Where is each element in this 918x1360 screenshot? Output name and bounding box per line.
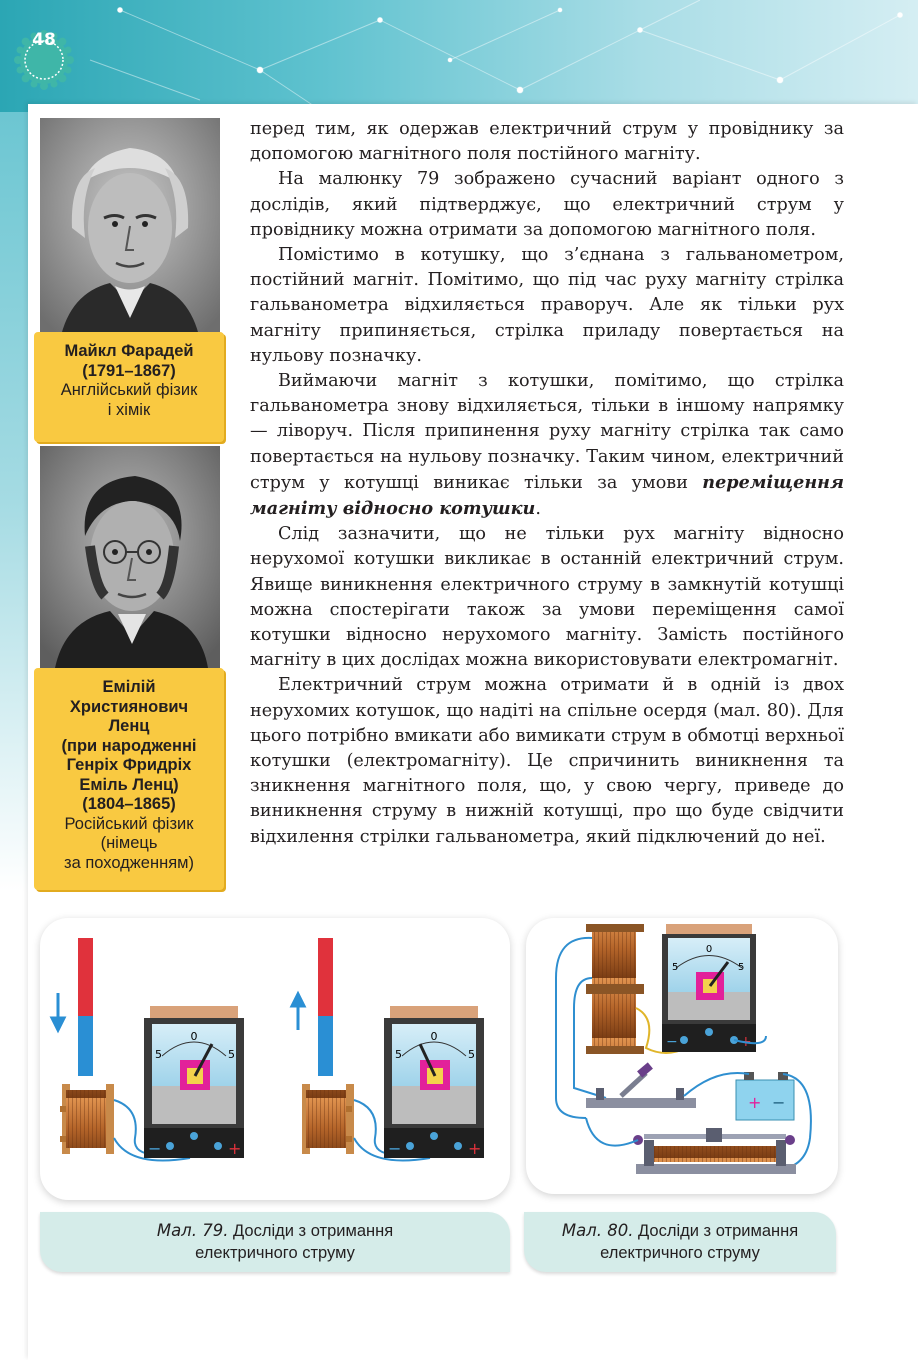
lenz-desc-1: Російський фізик (64, 814, 194, 833)
figure-80-caption-line1: Досліди з отримання (638, 1222, 799, 1240)
figure-79-caption-line2: електричного струму (195, 1244, 355, 1262)
figure-80-illustration (526, 918, 838, 1194)
paragraph: перед тим, як одержав електричний струм у провіднику за допомогою магнітного поля постійного магніту. (250, 119, 844, 165)
lenz-portrait (40, 446, 220, 668)
faraday-years: (1791–1867) (82, 361, 176, 380)
figure-80-caption-line2: електричного струму (600, 1244, 760, 1262)
gauge-left-5: 5 (395, 1048, 402, 1061)
setup-right (292, 938, 484, 1161)
paragraph: Помістимо в котушку, що з’єднана з гальванометром, постійний магніт. Помітимо, що під час руху магніту стрілка гальванометра відхиляється праворуч. Але як тільки рух магніту припиняється, стрілка приладу повертається на нульову позначку. (250, 245, 844, 366)
figure-79-illustration (40, 918, 510, 1200)
gauge-right-5: 5 (468, 1048, 475, 1061)
gauge-right-5: 5 (738, 962, 745, 973)
header-band (0, 0, 918, 112)
faraday-desc-2: і хімік (107, 400, 151, 419)
gauge-zero-right: 0 (430, 1030, 438, 1043)
figure-79-label: Мал. 79. (156, 1221, 229, 1240)
figure-80-caption (524, 1212, 836, 1272)
battery-minus: − (772, 1093, 786, 1112)
faraday-caption (34, 332, 224, 442)
gauge-plus: + (468, 1139, 482, 1158)
gauge-zero-left: 0 (190, 1030, 198, 1043)
lenz-years: (1804–1865) (82, 795, 176, 813)
figure-79-caption (40, 1212, 510, 1272)
figure-79-caption-line1: Досліди з отримання (233, 1222, 394, 1240)
faraday-name: Майкл Фарадей (64, 342, 194, 360)
setup-left (52, 938, 244, 1161)
battery-plus: + (748, 1093, 762, 1112)
paragraph: Електричний струм можна отримати й в одній із двох нерухомих котушок, що надіті на спільне осердя (мал. 80). Для цього потрібно вмикати або вимикати струм в обмотці верхньої котушки (електромагніту). Це спричинить виникнення та зникнення магнітного поля, що, у свою чергу, приведе до виникнення струму в нижній котушці, про що буде свідчити відхилення стрілки гальванометра, який підключений до неї. (250, 675, 844, 847)
figure-79-card (40, 918, 510, 1200)
lenz-name-5: Генріх Фридріх (66, 756, 192, 774)
paragraph-with-emphasis: Виймаючи магніт з котушки, помітимо, що стрілка гальванометра знову відхиляється, тільки в іншому напрямку — ліворуч. Після припинення руху магніту стрілка так само повертається на нульову позначку. Таким чином, електричний струм у котушці виникає тільки за умови переміщення магніту відносно котушки. (250, 371, 844, 520)
page-number: 48 (32, 30, 56, 50)
gauge-left-5: 5 (155, 1048, 162, 1061)
gauge-minus: − (666, 1034, 678, 1050)
lenz-caption (34, 668, 224, 890)
figure-80-label: Мал. 80. (561, 1221, 634, 1240)
gauge-right-5: 5 (228, 1048, 235, 1061)
lenz-desc-2: (німець (100, 834, 158, 852)
paragraph: Слід зазначити, що не тільки рух магніту відносно нерухомої котушки викликає в останній електричний струм. Явище виникнення електричного струму в замкнутій котушці можна спостерігати також за умови переміщення самої котушки відносно нерухомого магніту. Замість постійного магніту в цих дослідах можна використовувати електромагніт. (250, 524, 844, 671)
gauge-plus: + (740, 1034, 752, 1050)
lenz-name-4: (при народженні (61, 736, 197, 755)
gauge-minus: − (388, 1139, 402, 1158)
gauge-zero: 0 (705, 944, 713, 955)
network-pattern (0, 0, 918, 112)
gauge-plus: + (228, 1139, 242, 1158)
lenz-desc-3: за походженням) (64, 853, 194, 872)
gauge-left-5: 5 (672, 962, 679, 973)
faraday-portrait (40, 118, 220, 340)
faraday-desc-1: Англійський фізик (60, 381, 198, 399)
side-band (0, 112, 28, 892)
page-number-badge (14, 30, 74, 90)
lenz-name-1: Емілій (102, 678, 156, 696)
paragraph: На малюнку 79 зображено сучасний варіант одного з дослідів, який підтверджує, що електричний струм у провіднику можна отримати за допомогою магнітного поля. (250, 169, 844, 240)
paragraph-text: Виймаючи магніт з котушки, помітимо, що стрілка гальванометра знову відхиляється, тільки в іншому напрямку — ліворуч. Після припинення руху магніту стрілка так само повертається на нульову позначку. Таким чином, електричний струм у котушці виникає тільки за умови (250, 371, 844, 493)
lenz-name-2: Християнович (69, 697, 189, 716)
main-text (250, 117, 844, 850)
lenz-name-6: Еміль Ленц) (79, 775, 179, 794)
emphasis-text: переміщення магніту відносно котушки (250, 471, 844, 520)
figure-80-card (526, 918, 838, 1194)
lenz-name-3: Ленц (108, 717, 150, 735)
gauge-minus: − (148, 1139, 162, 1158)
